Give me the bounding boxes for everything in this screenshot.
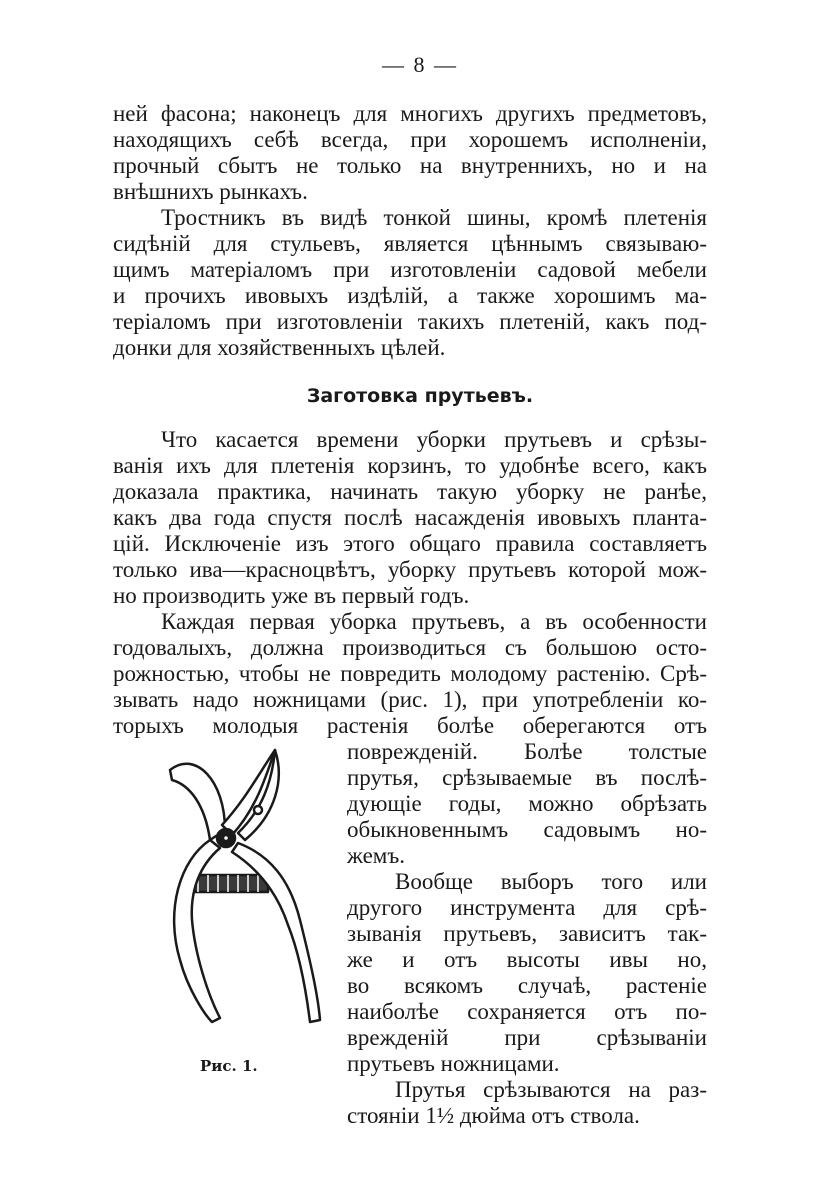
text-line: стояніи 1½ дюйма отъ ствола.	[347, 1103, 640, 1128]
text-line: рожностью, чтобы не повредить молодому растенію. Срѣ-	[113, 661, 707, 686]
text-line: прутья, срѣзываемые въ послѣ-	[347, 765, 707, 790]
text-line: только ива—красноцвѣтъ, уборку прутьевъ которой мож-	[113, 557, 707, 582]
text-line: Тростникъ въ видѣ тонкой шины, кромѣ плетенія	[161, 205, 707, 230]
text-line: другого инструмента для срѣ-	[347, 895, 707, 920]
text-line: теріаломъ при изготовленіи такихъ плетеній, какъ под-	[113, 309, 707, 334]
text-line: ней фасона; наконецъ для многихъ другихъ предметовъ,	[113, 101, 707, 126]
text-line: сидѣній для стульевъ, является цѣннымъ связываю-	[113, 231, 707, 256]
text-line: находящихъ себѣ всегда, при хорошемъ исполненіи,	[113, 127, 707, 152]
page-number: — 8 —	[382, 52, 458, 77]
text-line: Каждая первая уборка прутьевъ, а въ особенности	[161, 609, 707, 634]
text-line: врежденій при срѣзываніи	[347, 1025, 707, 1050]
text-line: внѣшнихъ рынкахъ.	[113, 179, 308, 204]
text-line: щимъ матеріаломъ при изготовленіи садовой мебели	[113, 257, 707, 282]
text-line: цій. Исключеніе изъ этого общаго правила составляетъ	[113, 531, 707, 556]
text-line: обыкновеннымъ садовымъ но-	[347, 817, 707, 842]
text-line: наиболѣе сохраняется отъ по-	[347, 999, 707, 1024]
text-line: зыванія прутьевъ, зависитъ так-	[347, 921, 707, 946]
text-line: торыхъ молодыя растенія болѣе оберегаются отъ	[113, 713, 707, 738]
text-line: какъ два года спустя послѣ насажденія ивовыхъ планта-	[113, 505, 707, 530]
pruning-shears-icon	[150, 740, 340, 1030]
text-line: Что касается времени уборки прутьевъ и срѣзы-	[161, 427, 707, 452]
text-line: годовалыхъ, должна производиться съ большою осто-	[113, 635, 707, 660]
text-line: но производить уже въ первый годъ.	[113, 583, 470, 608]
text-line: доказала практика, начинать такую уборку не ранѣе,	[113, 479, 707, 504]
text-line: донки для хозяйственныхъ цѣлей.	[113, 335, 446, 360]
text-line: Прутья срѣзываются на раз-	[395, 1077, 707, 1102]
section-heading: Заготовка прутьевъ.	[306, 385, 534, 407]
text-line: Вообще выборъ того или	[395, 869, 707, 894]
pruning-shears-figure	[150, 740, 340, 1030]
text-line: ванія ихъ для плетенія корзинъ, то удобнѣе всего, какъ	[113, 453, 707, 478]
text-line: во всякомъ случаѣ, растеніе	[347, 973, 707, 998]
text-line: прутьевъ ножницами.	[347, 1051, 560, 1076]
text-line: поврежденій. Болѣе толстые	[347, 739, 707, 764]
text-line: жемъ.	[347, 843, 405, 868]
text-line: прочный сбытъ не только на внутреннихъ, но и на	[113, 153, 707, 178]
figure-caption: Рис. 1.	[200, 1057, 258, 1075]
text-line: и прочихъ ивовыхъ издѣлій, а также хорошимъ ма-	[113, 283, 707, 308]
text-line: же и отъ высоты ивы но,	[347, 947, 707, 972]
text-line: зывать надо ножницами (рис. 1), при употребленіи ко-	[113, 687, 707, 712]
text-line: дующіе годы, можно обрѣзать	[347, 791, 707, 816]
